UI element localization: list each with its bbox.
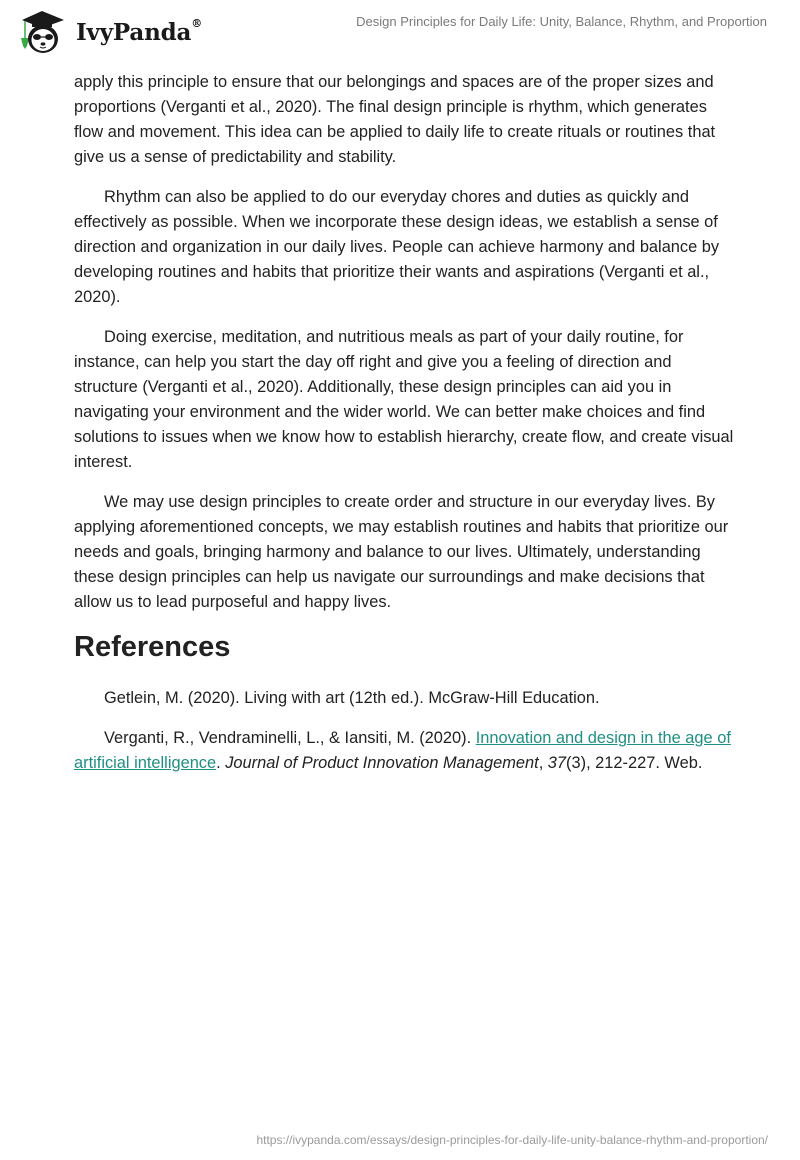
reference-pages: (3), 212-227. Web. bbox=[566, 754, 703, 772]
journal-volume: 37 bbox=[547, 754, 567, 772]
reference-punct: . bbox=[216, 754, 226, 772]
body-paragraph: We may use design principles to create order and structure in our everyday lives. By applying aforementioned concepts, we may establish routines and habits that prioritize our needs and goals, bringing harmony and balance to our lives. Ultimately, understanding these design principles can help us navigate our surroundings and make decisions that allow us to lead purposeful and happy lives. bbox=[74, 493, 729, 611]
reference-authors: Verganti, R., Vendraminelli, L., & Iansiti, M. (2020). bbox=[104, 729, 476, 747]
panda-graduate-icon bbox=[16, 8, 72, 56]
reference-item: Getlein, M. (2020). Living with art (12th ed.). McGraw-Hill Education. bbox=[104, 689, 600, 707]
ivypanda-logo[interactable] bbox=[16, 8, 202, 56]
references-heading: References bbox=[74, 631, 231, 663]
essay-content bbox=[74, 70, 734, 791]
body-paragraph: Doing exercise, meditation, and nutritious meals as part of your daily routine, for instance, can help you start the day off right and give you a feeling of direction and structure (Verganti et al., 2020). Additionally, these design principles can aid you in navigating your environment and the wider world. We can better make choices and find solutions to issues when we know how to establish hierarchy, create flow, and create visual interest. bbox=[74, 328, 734, 471]
body-paragraph: apply this principle to ensure that our belongings and spaces are of the proper sizes and proportions (Verganti et al., 2020). The final design principle is rhythm, which generates flow and movement. This idea can be applied to daily life to create rituals or routines that give us a sense of predictability and stability. bbox=[74, 73, 716, 166]
brand-name: IvyPanda® bbox=[76, 16, 202, 46]
reference-punct: , bbox=[538, 754, 548, 772]
journal-name: Journal of Product Innovation Management bbox=[225, 754, 539, 772]
reference-item bbox=[74, 726, 734, 776]
document-title: Design Principles for Daily Life: Unity, Balance, Rhythm, and Proportion bbox=[356, 14, 767, 29]
footer-url: https://ivypanda.com/essays/design-principles-for-daily-life-unity-balance-rhythm-and-proportion/ bbox=[256, 1133, 768, 1147]
page-header bbox=[0, 0, 800, 60]
body-paragraph: Rhythm can also be applied to do our everyday chores and duties as quickly and effectively as possible. When we incorporate these design ideas, we establish a sense of direction and organization in our daily lives. People can achieve harmony and balance by developing routines and habits that prioritize their wants and aspirations (Verganti et al., 2020). bbox=[74, 188, 720, 306]
reference-link[interactable]: Innovation and design in the age of artificial intelligence bbox=[74, 729, 731, 772]
